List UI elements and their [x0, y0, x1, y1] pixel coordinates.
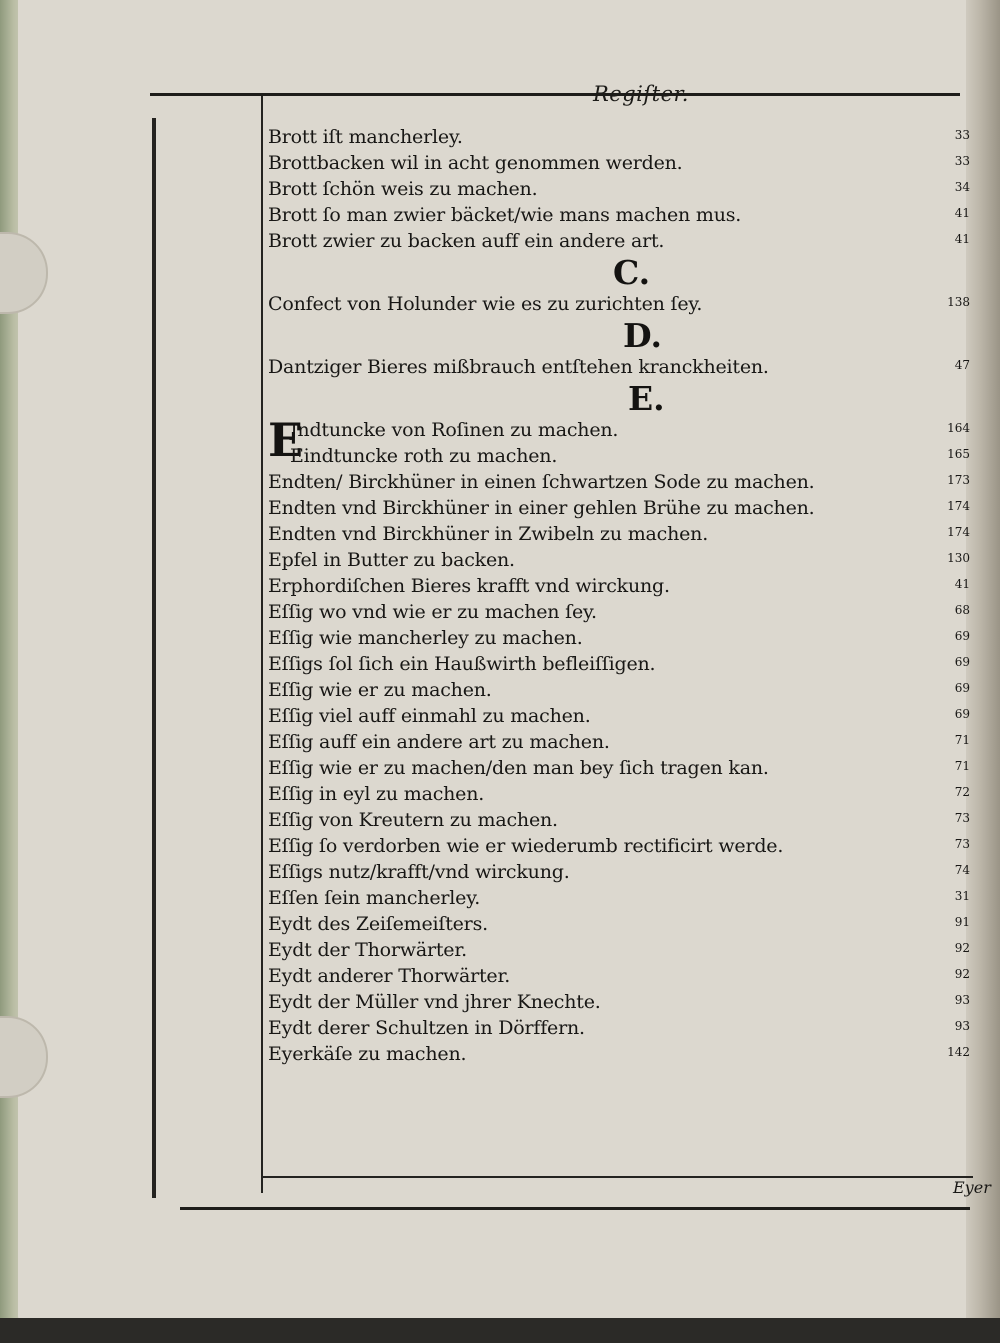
drop-cap: E: [268, 413, 304, 467]
entry-page-number: 92: [954, 967, 970, 981]
register-entry: [268, 937, 968, 963]
entry-text: Jndtuncke von Roſinen zu machen.: [290, 419, 619, 441]
register-entry: [268, 729, 968, 755]
entry-page-number: 69: [954, 629, 970, 643]
entry-text: Eydt derer Schultzen in Dörffern.: [268, 1017, 585, 1039]
section-letter: D.: [623, 316, 662, 355]
outer-frame-line: [152, 118, 156, 1198]
register-entry: [268, 1041, 968, 1067]
entry-text: Erphordiſchen Bieres krafft vnd wirckung.: [268, 575, 670, 597]
entry-page-number: 92: [954, 941, 970, 955]
entry-page-number: 164: [947, 421, 970, 435]
entry-page-number: 93: [954, 993, 970, 1007]
register-entry: [268, 651, 968, 677]
entry-page-number: 130: [947, 551, 970, 565]
register-entry: [268, 703, 968, 729]
entry-page-number: 72: [954, 785, 970, 799]
entry-page-number: 71: [954, 733, 970, 747]
entry-text: Confect von Holunder wie es zu zurichten ſey.: [268, 293, 703, 315]
entry-text: Eſſig wie er zu machen/den man bey ſich tragen kan.: [268, 757, 769, 779]
register-entry: [268, 150, 968, 176]
register-entry: [268, 547, 968, 573]
entry-page-number: 33: [954, 128, 970, 142]
frame-bottom-line: [261, 1176, 973, 1178]
register-entry: [268, 963, 968, 989]
entry-page-number: 68: [954, 603, 970, 617]
facing-page-edge: [966, 0, 1000, 1343]
entry-text: Brott zwier zu backen auff ein andere art.: [268, 230, 665, 252]
register-entry: [268, 521, 968, 547]
entry-text: Brott iſt mancherley.: [268, 126, 463, 148]
register-entry: [268, 443, 968, 469]
entry-page-number: 69: [954, 707, 970, 721]
register-entry: [268, 124, 968, 150]
register-entry: [268, 625, 968, 651]
register-entry: [268, 228, 968, 254]
register-entry: [268, 885, 968, 911]
entry-text: Eſſig ſo verdorben wie er wiederumb rectificirt werde.: [268, 835, 784, 857]
entry-text: Eydt der Thorwärter.: [268, 939, 467, 961]
entry-page-number: 173: [947, 473, 970, 487]
entry-text: Eyerkäſe zu machen.: [268, 1043, 467, 1065]
entry-page-number: 69: [954, 681, 970, 695]
entry-page-number: 71: [954, 759, 970, 773]
entry-text: Eſſig auff ein andere art zu machen.: [268, 731, 610, 753]
register-entry: [268, 677, 968, 703]
entry-page-number: 91: [954, 915, 970, 929]
entry-page-number: 31: [954, 889, 970, 903]
entry-page-number: 73: [954, 811, 970, 825]
entry-page-number: 47: [954, 358, 970, 372]
entry-text: Eydt des Zeiſemeiſters.: [268, 913, 488, 935]
entry-page-number: 69: [954, 655, 970, 669]
section-letter: E.: [628, 379, 665, 418]
register-entry: [268, 291, 968, 317]
entry-page-number: 41: [954, 206, 970, 220]
entry-text: Brottbacken wil in acht genommen werden.: [268, 152, 683, 174]
page-header: Regiſter.: [593, 82, 689, 106]
bottom-shadow: [0, 1318, 1000, 1343]
register-entry: [268, 781, 968, 807]
entry-page-number: 33: [954, 154, 970, 168]
section-letter-row: [268, 317, 968, 354]
entry-page-number: 138: [947, 295, 970, 309]
entry-text: Eſſig in eyl zu machen.: [268, 783, 485, 805]
register-entry: [268, 859, 968, 885]
register-entry: [268, 202, 968, 228]
entry-text: Brott ſchön weis zu machen.: [268, 178, 538, 200]
entry-text: Eindtuncke roth zu machen.: [290, 445, 558, 467]
entry-page-number: 41: [954, 577, 970, 591]
inner-frame-line: [261, 96, 263, 1193]
entry-page-number: 174: [947, 525, 970, 539]
register-entry: [268, 176, 968, 202]
entry-text: Eſſig wie mancherley zu machen.: [268, 627, 583, 649]
entry-text: Brott ſo man zwier bäcket/wie mans machen mus.: [268, 204, 742, 226]
catchword: Eyer: [953, 1178, 991, 1197]
register-entry: [268, 833, 968, 859]
entry-text: Endten vnd Birckhüner in Zwibeln zu machen.: [268, 523, 709, 545]
top-rule: [150, 93, 960, 96]
register-entry: [268, 573, 968, 599]
entry-text: Eſſen ſein mancherley.: [268, 887, 481, 909]
section-letter-row: [268, 380, 968, 417]
entry-text: Epfel in Butter zu backen.: [268, 549, 515, 571]
section-letter: C.: [613, 253, 651, 292]
entry-text: Eydt anderer Thorwärter.: [268, 965, 511, 987]
entry-page-number: 41: [954, 232, 970, 246]
register-entry: [268, 599, 968, 625]
register-entry: [268, 469, 968, 495]
entry-text: Eſſigs nutz/krafft/vnd wirckung.: [268, 861, 570, 883]
entry-page-number: 74: [954, 863, 970, 877]
entry-page-number: 93: [954, 1019, 970, 1033]
entry-text: Eydt der Müller vnd jhrer Knechte.: [268, 991, 601, 1013]
entry-page-number: 174: [947, 499, 970, 513]
entry-text: Eſſigs ſol ſich ein Haußwirth befleiſſigen.: [268, 653, 656, 675]
entry-text: Eſſig viel auff einmahl zu machen.: [268, 705, 591, 727]
register-entry: [268, 755, 968, 781]
entry-page-number: 165: [947, 447, 970, 461]
register-entry: [268, 807, 968, 833]
entry-page-number: 142: [947, 1045, 970, 1059]
entry-text: Eſſig wie er zu machen.: [268, 679, 492, 701]
entry-text: Endten/ Birckhüner in einen ſchwartzen Sode zu machen.: [268, 471, 815, 493]
register-entry: [268, 1015, 968, 1041]
register-entry: [268, 911, 968, 937]
register-entry: [268, 495, 968, 521]
entry-text: Eſſig von Kreutern zu machen.: [268, 809, 558, 831]
entry-text: Eſſig wo vnd wie er zu machen ſey.: [268, 601, 597, 623]
register-entry: [268, 989, 968, 1015]
entry-text: Dantziger Bieres mißbrauch entſtehen kranckheiten.: [268, 356, 769, 378]
entry-page-number: 73: [954, 837, 970, 851]
entry-page-number: 34: [954, 180, 970, 194]
register-entries: [268, 124, 968, 1067]
entry-text: Endten vnd Birckhüner in einer gehlen Brühe zu machen.: [268, 497, 815, 519]
section-letter-row: [268, 254, 968, 291]
register-entry: [268, 354, 968, 380]
bottom-rule: [180, 1207, 970, 1210]
